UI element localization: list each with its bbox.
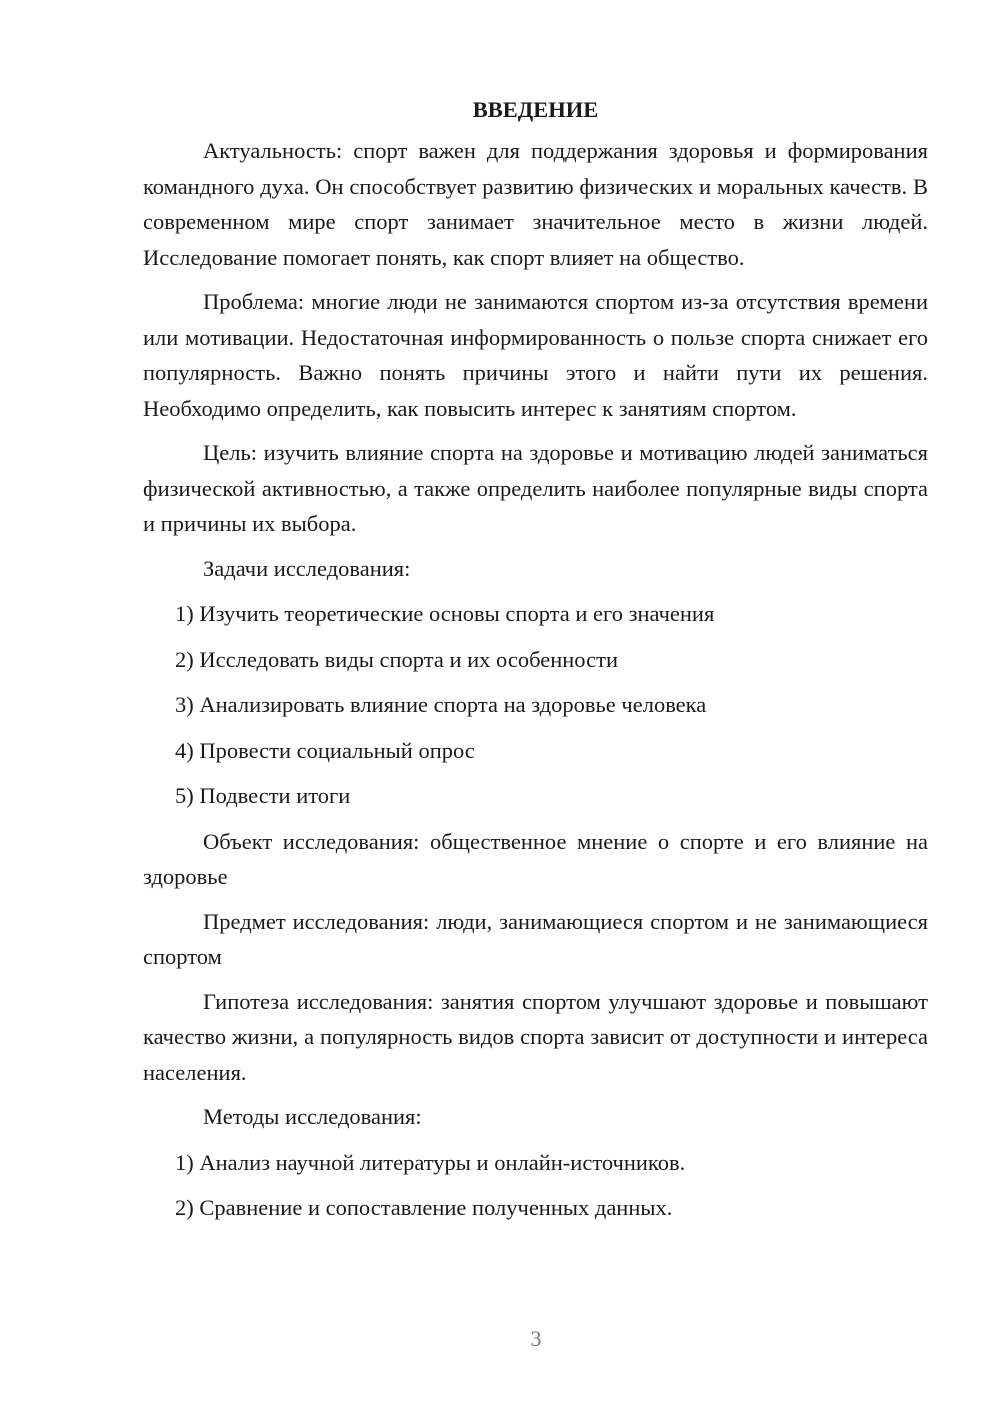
list-item: 2) Сравнение и сопоставление полученных данных. <box>175 1195 673 1220</box>
subject-paragraph: Предмет исследования: люди, занимающиеся спортом и не занимающиеся спортом <box>143 908 928 969</box>
list-item: 1) Изучить теоретические основы спорта и его значения <box>175 601 715 626</box>
methods-list <box>143 1145 928 1226</box>
hypothesis-paragraph: Гипотеза исследования: занятия спортом улучшают здоровье и повышают качество жизни, а популярность видов спорта зависит от доступности и интереса населения. <box>143 988 928 1085</box>
tasks-heading: Задачи исследования: <box>203 555 411 581</box>
goal-paragraph: Цель: изучить влияние спорта на здоровье и мотивацию людей заниматься физической активностью, а также определить наиболее популярные виды спорта и причины их выбора. <box>143 440 928 536</box>
list-item: 2) Исследовать виды спорта и их особенности <box>175 646 618 672</box>
list-item: 1) Анализ научной литературы и онлайн-источников. <box>175 1149 686 1175</box>
list-item: 5) Подвести итоги <box>175 783 351 808</box>
section-title: ВВЕДЕНИЕ <box>472 97 599 122</box>
object-paragraph: Объект исследования: общественное мнение о спорте и его влияние на здоровье <box>143 828 928 889</box>
tasks-list <box>143 596 928 814</box>
page-number: 3 <box>530 1326 542 1351</box>
relevance-paragraph: Актуальность: спорт важен для поддержания здоровья и формирования командного духа. Он способствует развитию физических и моральных качеств. В современном мире спорт занимает значительное место в жизни людей. Исследование помогает понять, как спорт влияет на общество. <box>143 138 928 270</box>
list-item: 3) Анализировать влияние спорта на здоровье человека <box>175 692 707 717</box>
methods-heading: Методы исследования: <box>203 1104 422 1129</box>
list-item: 4) Провести социальный опрос <box>175 737 475 763</box>
document-page <box>143 92 928 1236</box>
problem-paragraph: Проблема: многие люди не занимаются спортом из-за отсутствия времени или мотивации. Недостаточная информированность о пользе спорта снижает его популярность. Важно понять причины этого и найти пути их решения. Необходимо определить, как повысить интерес к занятиям спортом. <box>143 289 928 421</box>
